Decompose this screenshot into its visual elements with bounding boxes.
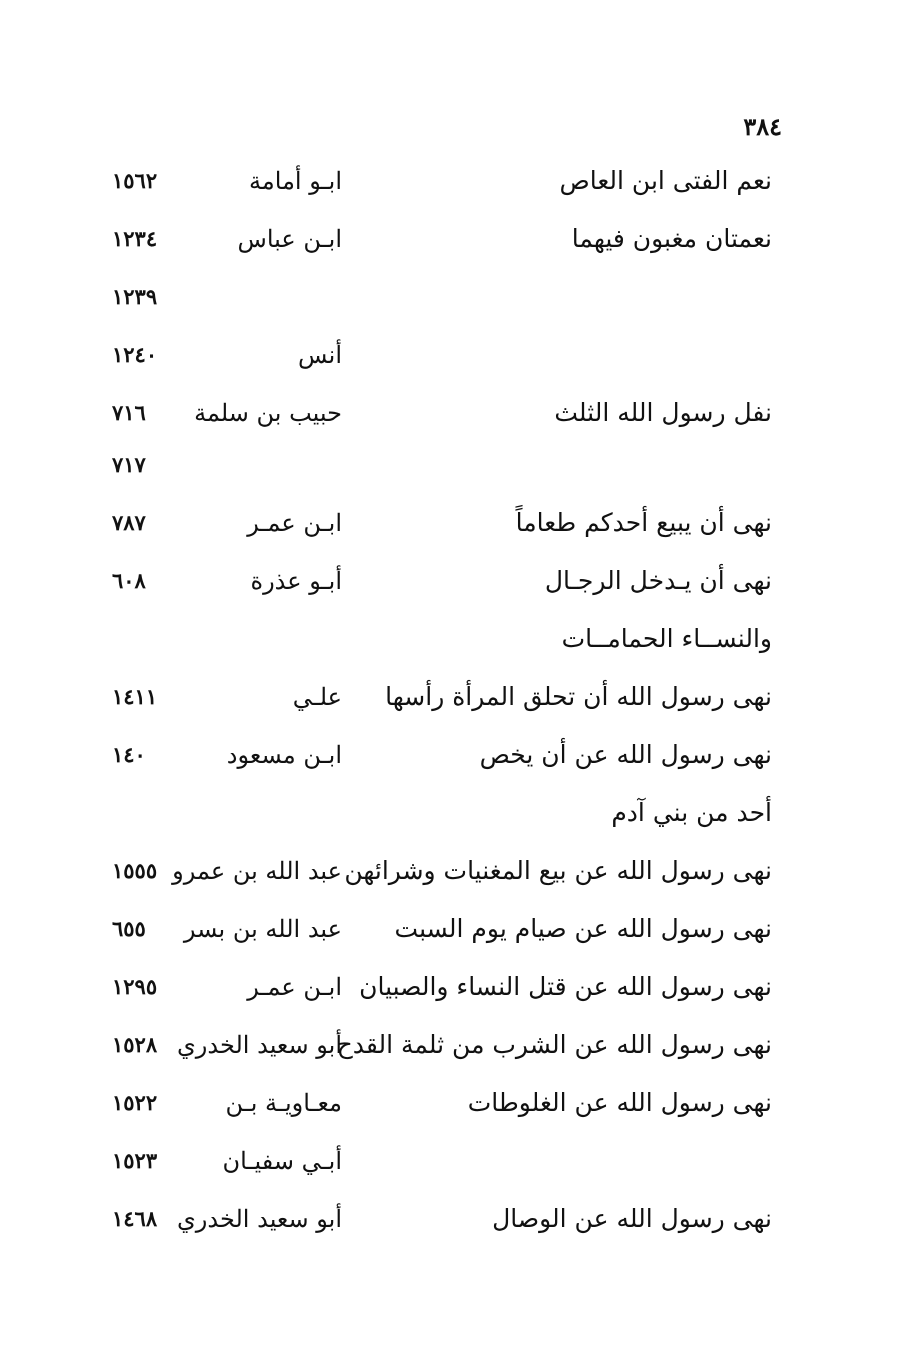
narrator-name: أبو سعيد الخدري (177, 1031, 342, 1059)
index-row (0, 1016, 922, 1074)
narrator-name: ابـن عمـر (247, 973, 342, 1001)
index-row (0, 384, 922, 436)
hadith-text: نهى رسول الله عن الغلوطات (467, 1088, 772, 1117)
hadith-text: نهى رسول الله عن الوصال (492, 1204, 772, 1233)
index-row (0, 494, 922, 552)
hadith-text: أحد من بني آدم (611, 798, 772, 827)
reference-number: ١٤١١ (112, 684, 158, 709)
index-row (0, 552, 922, 610)
reference-number: ١٥٥٥ (112, 858, 158, 883)
narrator-name: حبيب بن سلمة (194, 399, 342, 427)
reference-number: ١٤٦٨ (112, 1206, 158, 1231)
reference-number: ١٥٢٢ (112, 1090, 158, 1115)
index-row (0, 210, 922, 268)
hadith-text: نعمتان مغبون فيهما (571, 224, 772, 253)
index-row (0, 726, 922, 784)
narrator-name: ابـن مسعود (226, 741, 342, 769)
hadith-text: نهى رسول الله عن بيع المغنيات وشرائهن (344, 856, 772, 885)
index-row (0, 842, 922, 900)
index-row (0, 152, 922, 210)
index-row (0, 1190, 922, 1248)
index-row (0, 326, 922, 384)
reference-number: ١٢٣٩ (112, 284, 158, 309)
narrator-name: أبو سعيد الخدري (177, 1205, 342, 1233)
reference-number: ٧١٧ (112, 452, 146, 477)
index-row (0, 784, 922, 842)
narrator-name: أبـو عذرة (250, 567, 342, 595)
index-row (0, 900, 922, 958)
hadith-text: نهى رسول الله عن أن يخص (479, 740, 772, 769)
reference-number: ١٢٣٤ (112, 226, 158, 251)
hadith-text: نعم الفتى ابن العاص (559, 166, 772, 195)
narrator-name: عبد الله بن عمرو (172, 857, 342, 885)
index-row (0, 610, 922, 668)
hadith-text: نهى أن يبيع أحدكم طعاماً (515, 508, 772, 537)
index-row (0, 958, 922, 1016)
reference-number: ١٢٩٥ (112, 974, 158, 999)
reference-number: ١٥٢٨ (112, 1032, 158, 1057)
reference-number: ١٤٠ (112, 742, 146, 767)
hadith-text: نهى رسول الله عن الشرب من ثلمة القدح (336, 1030, 772, 1059)
narrator-name: ابـو أمامة (249, 167, 342, 195)
narrator-name: معـاويـة بـن (225, 1089, 342, 1117)
reference-number: ٦٥٥ (112, 916, 146, 941)
reference-number: ١٢٤٠ (112, 342, 158, 367)
index-row (0, 268, 922, 326)
index-row (0, 1074, 922, 1132)
narrator-name: عبد الله بن بسر (183, 915, 342, 943)
hadith-text: نهى رسول الله أن تحلق المرأة رأسها (385, 682, 772, 711)
narrator-name: أنس (298, 341, 342, 369)
index-row (0, 668, 922, 726)
hadith-text: نهى رسول الله عن قتل النساء والصبيان (359, 972, 772, 1001)
page-number: ٣٨٤ (743, 112, 782, 141)
reference-number: ١٥٦٢ (112, 168, 158, 193)
hadith-text: نهى رسول الله عن صيام يوم السبت (394, 914, 772, 943)
narrator-name: أبـي سفيـان (222, 1147, 342, 1175)
index-row (0, 1132, 922, 1190)
reference-number: ١٥٢٣ (112, 1148, 158, 1173)
hadith-text: نفل رسول الله الثلث (554, 398, 772, 427)
hadith-text: والنســاء الحمامــات (561, 624, 772, 653)
reference-number: ٦٠٨ (112, 568, 146, 593)
reference-number: ٧١٦ (112, 400, 146, 425)
narrator-name: ابـن عباس (237, 225, 342, 253)
reference-number: ٧٨٧ (112, 510, 146, 535)
narrator-name: ابـن عمـر (247, 509, 342, 537)
index-row (0, 436, 922, 494)
narrator-name: علـي (292, 683, 342, 711)
hadith-text: نهى أن يـدخل الرجـال (544, 566, 772, 595)
hadith-index-table (0, 152, 922, 1248)
